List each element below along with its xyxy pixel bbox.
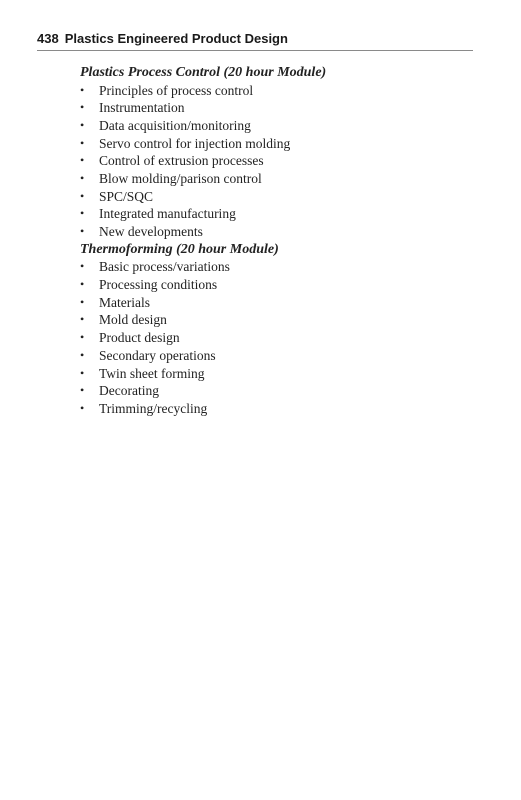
list-item [80, 311, 480, 329]
list-item [80, 382, 480, 400]
list-item-text: SPC/SQC [99, 188, 154, 204]
bullet-icon: • [80, 188, 85, 203]
list-item-text: Mold design [99, 312, 167, 328]
list-item [80, 135, 480, 153]
list-item-text: Decorating [99, 383, 159, 399]
bullet-icon: • [80, 277, 85, 292]
bullet-icon: • [80, 171, 85, 186]
bullet-icon: • [80, 312, 85, 327]
list-item-text: Secondary operations [99, 347, 216, 363]
list-item [80, 152, 480, 170]
list-item [80, 99, 480, 117]
bullet-icon: • [80, 117, 85, 132]
list-item-text: New developments [99, 224, 203, 240]
list-item-text: Blow molding/parison control [99, 171, 262, 187]
bullet-icon: • [80, 153, 85, 168]
bullet-icon: • [80, 100, 85, 115]
list-item [80, 117, 480, 135]
list-item [80, 205, 480, 223]
running-title: Plastics Engineered Product Design [64, 31, 288, 46]
topic-list [80, 258, 480, 417]
list-item [80, 82, 480, 100]
bullet-icon: • [80, 365, 85, 380]
list-item [80, 170, 480, 188]
list-item [80, 329, 480, 347]
list-item-text: Integrated manufacturing [99, 206, 236, 222]
list-item [80, 223, 480, 241]
list-item-text: Data acquisition/monitoring [99, 117, 251, 133]
list-item-text: Instrumentation [99, 100, 185, 116]
bullet-icon: • [80, 294, 85, 309]
bullet-icon: • [80, 400, 85, 415]
list-item [80, 276, 480, 294]
bullet-icon: • [80, 224, 85, 239]
bullet-icon: • [80, 383, 85, 398]
section-heading: Thermoforming (20 hour Module) [80, 241, 279, 257]
list-item-text: Trimming/recycling [99, 400, 208, 416]
list-item [80, 188, 480, 206]
bullet-icon: • [80, 259, 85, 274]
page-content [80, 64, 480, 418]
bullet-icon: • [80, 82, 85, 97]
list-item-text: Product design [99, 330, 180, 346]
list-item [80, 294, 480, 312]
list-item [80, 365, 480, 383]
list-item-text: Twin sheet forming [99, 365, 205, 381]
section-thermoforming [80, 241, 480, 418]
topic-list [80, 82, 480, 241]
list-item-text: Basic process/variations [99, 259, 230, 275]
section-heading: Plastics Process Control (20 hour Module) [80, 65, 327, 80]
bullet-icon: • [80, 206, 85, 221]
list-item-text: Principles of process control [99, 82, 254, 98]
page-number: 438 [37, 31, 59, 46]
bullet-icon: • [80, 135, 85, 150]
bullet-icon: • [80, 330, 85, 345]
section-process-control [80, 64, 480, 241]
list-item [80, 400, 480, 418]
list-item [80, 347, 480, 365]
bullet-icon: • [80, 347, 85, 362]
list-item-text: Control of extrusion processes [99, 153, 264, 169]
list-item-text: Processing conditions [99, 277, 218, 293]
page-header [37, 30, 473, 51]
list-item-text: Servo control for injection molding [99, 135, 291, 151]
list-item-text: Materials [99, 294, 150, 310]
list-item [80, 258, 480, 276]
